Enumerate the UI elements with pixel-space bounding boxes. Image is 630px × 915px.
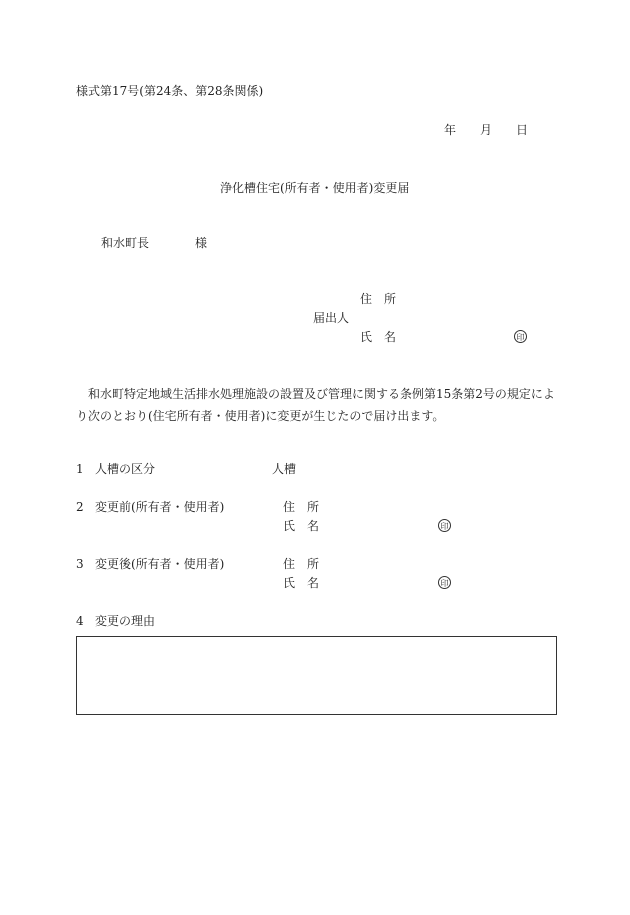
item2-seal-icon: 印 [438,519,451,532]
item1-unit: 人槽 [272,462,297,476]
item2-label: 変更前(所有者・使用者) [95,500,225,514]
form-number: 様式第17号(第24条、第28条関係) [76,84,264,98]
item4-number: 4 [76,614,84,628]
item2-number: 2 [76,500,84,514]
item3-address-label: 住 所 [283,557,320,571]
item3-seal-icon: 印 [438,576,451,589]
applicant-name-label: 氏 名 [360,330,397,344]
addressee-honorific: 様 [195,236,208,250]
date-day-label: 日 [516,123,529,137]
item3-label: 変更後(所有者・使用者) [95,557,225,571]
addressee-name: 和水町長 [101,236,150,250]
applicant-seal-icon: 印 [514,330,527,343]
item4-label: 変更の理由 [95,614,156,628]
item3-name-label: 氏 名 [283,576,320,590]
reason-box[interactable] [76,636,557,715]
item1-label: 人槽の区分 [95,462,156,476]
item2-name-label: 氏 名 [283,519,320,533]
item2-address-label: 住 所 [283,500,320,514]
item1-number: 1 [76,462,84,476]
body-paragraph: 和水町特定地域生活排水処理施設の設置及び管理に関する条例第15条第2号の規定により次のとおり(住宅所有者・使用者)に変更が生じたので届け出ます。 [76,387,555,423]
item3-number: 3 [76,557,84,571]
applicant-notifier-label: 届出人 [313,311,350,325]
form-title: 浄化槽住宅(所有者・使用者)変更届 [220,181,410,195]
date-year-label: 年 [444,123,457,137]
applicant-address-label: 住 所 [360,292,397,306]
date-month-label: 月 [480,123,493,137]
